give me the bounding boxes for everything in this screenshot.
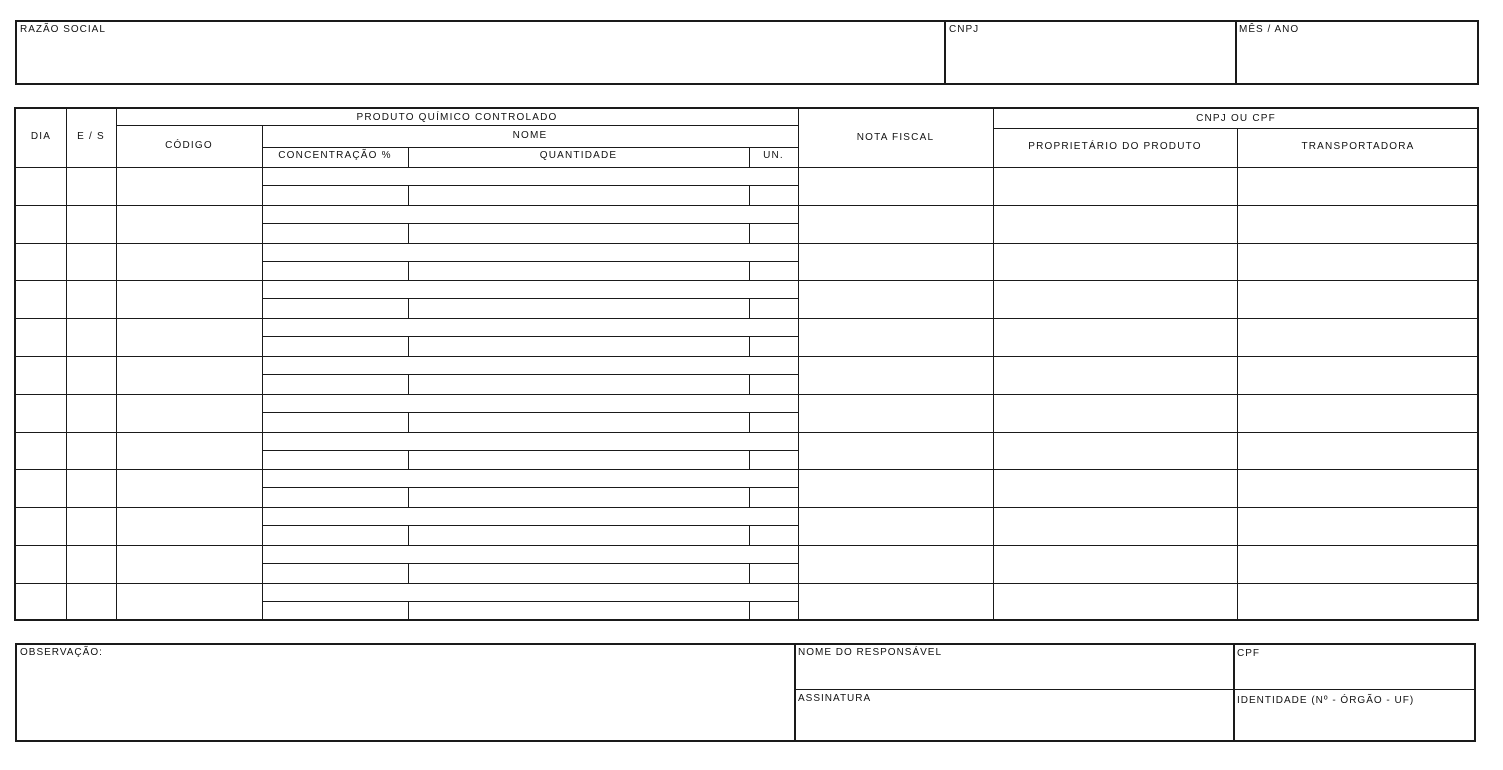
table-subrow-line (262, 298, 798, 299)
column-divider (408, 374, 409, 394)
quantidade-header: QUANTIDADE (539, 150, 618, 161)
identidade-label: IDENTIDADE (Nº - ÓRGÃO - UF) (1237, 695, 1415, 706)
divider (1233, 645, 1235, 740)
column-divider (749, 601, 750, 621)
column-divider (749, 261, 750, 281)
column-divider (408, 450, 409, 470)
divider (1235, 22, 1237, 83)
table-subrow-line (262, 563, 798, 564)
column-divider (408, 261, 409, 281)
nome-responsavel-label: NOME DO RESPONSÁVEL (798, 647, 943, 658)
column-divider (408, 412, 409, 432)
divider (944, 22, 946, 83)
column-divider (749, 298, 750, 318)
concentracao-header: CONCENTRAÇÃO % (278, 150, 392, 161)
column-divider (408, 185, 409, 205)
table-row-border (16, 394, 1477, 395)
column-divider (116, 109, 117, 621)
un-header: UN. (763, 150, 784, 161)
header-bottom-border (16, 167, 1477, 168)
nome-header: NOME (512, 130, 548, 141)
column-divider (749, 147, 750, 167)
header-divider (116, 125, 798, 126)
observacao-label: OBSERVAÇÃO: (20, 647, 103, 658)
column-divider (749, 450, 750, 470)
table-subrow-line (262, 374, 798, 375)
table-subrow-line (262, 601, 798, 602)
dia-header: DIA (30, 131, 52, 142)
table-row-border (16, 545, 1477, 546)
cpf-label: CPF (1237, 648, 1260, 659)
produto-quimico-controlado-header: PRODUTO QUÍMICO CONTROLADO (356, 112, 558, 123)
column-divider (408, 525, 409, 545)
mes-ano-label: MÊS / ANO (1239, 24, 1300, 35)
column-divider (749, 487, 750, 507)
table-row-border (16, 507, 1477, 508)
cnpj-label: CNPJ (949, 24, 980, 35)
column-divider (66, 109, 67, 621)
table-subrow-line (262, 261, 798, 262)
table-subrow-line (262, 450, 798, 451)
column-divider (408, 147, 409, 167)
column-divider (408, 601, 409, 621)
column-divider (749, 223, 750, 243)
assinatura-label: ASSINATURA (798, 693, 872, 704)
column-divider (749, 563, 750, 583)
controlled-product-table (14, 107, 1479, 621)
table-row-border (16, 243, 1477, 244)
transportadora-header: TRANSPORTADORA (1301, 141, 1415, 152)
table-row-border (16, 583, 1477, 584)
codigo-header: CÓDIGO (165, 140, 213, 151)
table-row-border (16, 469, 1477, 470)
proprietario-header: PROPRIETÁRIO DO PRODUTO (1028, 141, 1202, 152)
table-row-border (16, 205, 1477, 206)
table-grid (16, 109, 1477, 619)
nota-fiscal-header: NOTA FISCAL (856, 132, 935, 143)
column-divider (749, 374, 750, 394)
razao-social-label: RAZÃO SOCIAL (20, 24, 106, 35)
column-divider (993, 109, 994, 621)
divider (794, 689, 1474, 690)
table-row-border (16, 432, 1477, 433)
footer-box (15, 643, 1476, 742)
header-divider (993, 128, 1477, 129)
column-divider (749, 336, 750, 356)
header-box (15, 20, 1479, 85)
column-divider (749, 525, 750, 545)
table-subrow-line (262, 487, 798, 488)
column-divider (408, 223, 409, 243)
table-subrow-line (262, 223, 798, 224)
column-divider (262, 125, 263, 621)
table-subrow-line (262, 185, 798, 186)
es-header: E / S (77, 131, 105, 142)
column-divider (749, 185, 750, 205)
header-divider (262, 147, 798, 148)
column-divider (408, 487, 409, 507)
cnpj-cpf-header: CNPJ OU CPF (1196, 113, 1276, 124)
column-divider (408, 336, 409, 356)
column-divider (408, 563, 409, 583)
column-divider (1237, 128, 1238, 621)
column-divider (798, 109, 799, 621)
table-subrow-line (262, 412, 798, 413)
divider (794, 645, 796, 740)
table-row-border (16, 318, 1477, 319)
column-divider (749, 412, 750, 432)
table-subrow-line (262, 525, 798, 526)
table-subrow-line (262, 336, 798, 337)
table-row-border (16, 280, 1477, 281)
column-divider (408, 298, 409, 318)
table-row-border (16, 356, 1477, 357)
